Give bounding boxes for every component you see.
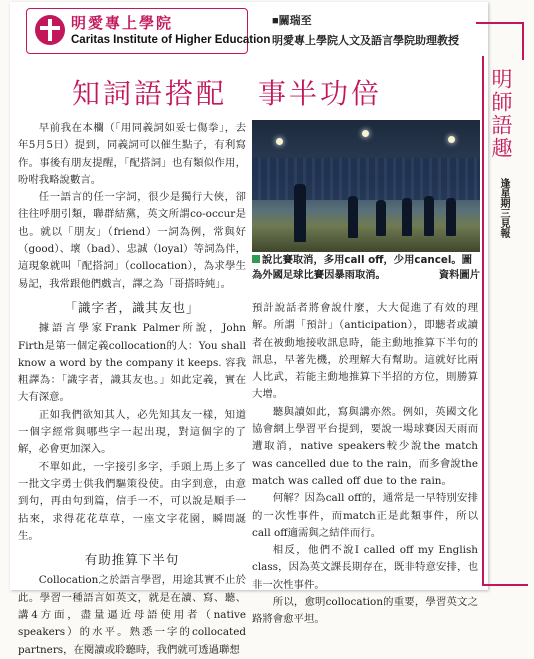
article-paragraph: 早前我在本欄（「用同義詞如妥七傷拳」，去年5月5日）提到，同義詞可以催生點子，有利寫作。事後有朋友提醒，「配搭詞」也有類似作用，吩咐我略說數言。	[18, 122, 246, 186]
photo-caption-text: 說比賽取消，多用call off，少用cancel。圖為外國足球比賽因暴雨取消。	[252, 254, 472, 281]
photo-credit: 資料圖片	[438, 269, 480, 281]
article-paragraph: 何解？因為call off的，通常是一早特別安排的一次性事件，而match正是此類事件，所以call off適需與之結伴而行。	[252, 492, 478, 539]
photo-caption	[252, 253, 480, 283]
floodlight	[276, 138, 283, 145]
article-paragraph: 聽與讀如此，寫與講亦然。例如，英國文化協會網上學習平台提到，要說一場球賽因天雨而遭取消，native speakers較少說the match was cancelled due to the rain，而多會說the match was called off due to the rain。	[252, 405, 478, 487]
logo-chinese-name: 明愛專上學院	[71, 14, 174, 32]
institution-logo	[26, 8, 271, 54]
section-heading: 有助推算下半句	[84, 552, 180, 568]
article-paragraph: 正如我們欲知其人，必先知其友一樣，知道一個字經常與哪些字一起出現，對這個字的了解，必會更加深入。	[18, 408, 246, 456]
article-left-column	[18, 120, 246, 656]
stadium-stand	[252, 158, 480, 200]
author-title: 明愛專上學院人文及語言學院助理教授	[272, 35, 459, 47]
article-paragraph: 不單如此，一字接引多字，手頭上馬上多了一批文字勇士供我們驅策役使。由字到意，由意到句，再由句到篇，信手一不，可以說是順手一拈來，求得花花草草，一座文字花園，瞬間誕生。	[18, 460, 246, 542]
floodlight	[362, 130, 369, 137]
article-right-column	[252, 300, 478, 626]
police-officer	[424, 196, 434, 236]
caption-square-icon	[252, 255, 260, 263]
article-paragraph: 相反，他們不說I called off my English class，因為英文課長期存在，既非特意安排，也非一次性事件。	[252, 544, 478, 591]
police-officer	[348, 196, 358, 238]
stadium-photo	[252, 120, 480, 252]
article-paragraph: 任一語言的任一字詞，很少是獨行大俠，卻往往呼朋引類，聯群結黨，英文所謂co-occur是也。就以「朋友」（friend）一詞為例，常與好（good）、壞（bad）、忠誠（loyal）等詞為伴，這現象就叫「配搭詞」（collocation），為求學生易記，我常跟他們戲言，譯之為「哥搭時純」。	[18, 191, 246, 290]
police-officer	[294, 184, 306, 242]
author-name: ■關瑞至	[272, 15, 312, 27]
column-schedule: 逢星期三見報	[498, 178, 509, 238]
column-title: 明師語趣	[489, 68, 513, 160]
police-officer	[376, 200, 386, 236]
article-paragraph: 所以，愈明collocation的重要，學習英文之路將會愈平坦。	[252, 596, 478, 626]
section-heading: 「識字者，識其友也」	[64, 299, 200, 315]
logo-english-name: Caritas Institute of Higher Education	[71, 34, 271, 46]
police-officer	[402, 198, 412, 236]
article-paragraph: Collocation之於語言學習，用途其實不止於此。學習一種語言如英文，就是在讀、寫、聽、講4方面，盡量逼近母語使用者（native speakers）的水平。熟悉一字的collocated partners，在閱讀或聆聽時，我們就可透過聯想	[18, 574, 246, 656]
article-headline: 知詞語搭配 事半功倍	[71, 77, 382, 110]
floodlight	[448, 136, 455, 143]
cross-icon	[35, 15, 65, 45]
article-paragraph: 據語言學家Frank Palmer所說，John Firth是第一個定義collocation的人：You shall know a word by the company it keeps. 容我粗譯為：「識字者，識其友也。」如此定義，實在大有深意。	[18, 322, 246, 404]
article-paragraph: 預計說話者將會說什麼，大大促進了有效的理解。所謂「預計」（anticipation），即聽者或讀者在被動地接收訊息時，能主動地推算下半句的訊息，早著先機，於理解大有幫助。這就好比兩人比武，若能主動地推算下半招的方位，則勝算大增。	[252, 302, 478, 401]
police-officer	[446, 198, 456, 236]
header-rule	[476, 22, 524, 60]
